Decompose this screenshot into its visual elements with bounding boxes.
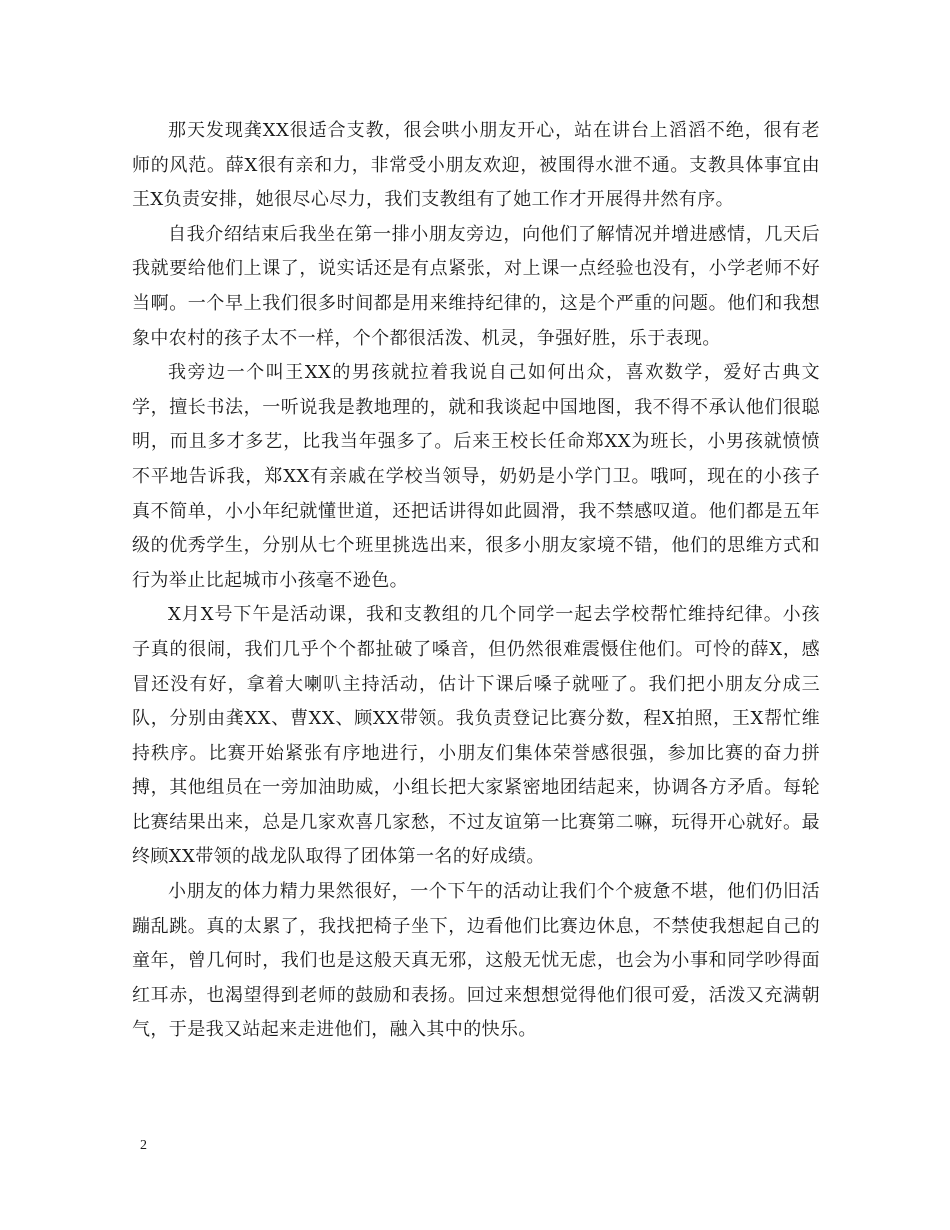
paragraph-4: X月X号下午是活动课，我和支教组的几个同学一起去学校帮忙维持纪律。小孩子真的很闹，我们几乎个个都扯破了嗓音，但仍然很难震慑住他们。可怜的薛X，感冒还没有好，拿着大喇叭主持活动，估计下课后嗓子就哑了。我们把小朋友分成三队，分别由龚XX、曹XX、顾XX带领。我负责登记比赛分数，程X拍照，王X帮忙维持秩序。比赛开始紧张有序地进行，小朋友们集体荣誉感很强，参加比赛的奋力拼搏，其他组员在一旁加油助威，小组长把大家紧密地团结起来，协调各方矛盾。每轮比赛结果出来，总是几家欢喜几家愁，不过友谊第一比赛第二嘛，玩得开心就好。最终顾XX带领的战龙队取得了团体第一名的好成绩。 [132,604,820,868]
paragraph-2: 自我介绍结束后我坐在第一排小朋友旁边，向他们了解情况并增进感情，几天后我就要给他们上课了，说实话还是有点紧张，对上课一点经验也没有，小学老师不好当啊。一个早上我们很多时间都是用来维持纪律的，这是个严重的问题。他们和我想象中农村的孩子太不一样，个个都很活泼、机灵，争强好胜，乐于表现。 [132,223,820,349]
paragraph-1: 那天发现龚XX很适合支教，很会哄小朋友开心，站在讲台上滔滔不绝，很有老师的风范。薛X很有亲和力，非常受小朋友欢迎，被围得水泄不通。支教具体事宜由王X负责安排，她很尽心尽力，我们支教组有了她工作才开展得井然有序。 [132,120,820,211]
page-number: 2 [140,1138,147,1153]
document-body [132,114,820,1048]
paragraph-3: 我旁边一个叫王XX的男孩就拉着我说自己如何出众，喜欢数学，爱好古典文学，擅长书法，一听说我是教地理的，就和我谈起中国地图，我不得不承认他们很聪明，而且多才多艺，比我当年强多了。后来王校长任命郑XX为班长，小男孩就愤愤不平地告诉我，郑XX有亲戚在学校当领导，奶奶是小学门卫。哦呵，现在的小孩子真不简单，小小年纪就懂世道，还把话讲得如此圆滑，我不禁感叹道。他们都是五年级的优秀学生，分别从七个班里挑选出来，很多小朋友家境不错，他们的思维方式和行为举止比起城市小孩毫不逊色。 [132,362,820,591]
paragraph-5: 小朋友的体力精力果然很好，一个下午的活动让我们个个疲惫不堪，他们仍旧活蹦乱跳。真的太累了，我找把椅子坐下，边看他们比赛边休息，不禁使我想起自己的童年，曾几何时，我们也是这般天真无邪，这般无忧无虑，也会为小事和同学吵得面红耳赤，也渴望得到老师的鼓励和表扬。回过来想想觉得他们很可爱，活泼又充满朝气，于是我又站起来走进他们，融入其中的快乐。 [132,881,820,1041]
